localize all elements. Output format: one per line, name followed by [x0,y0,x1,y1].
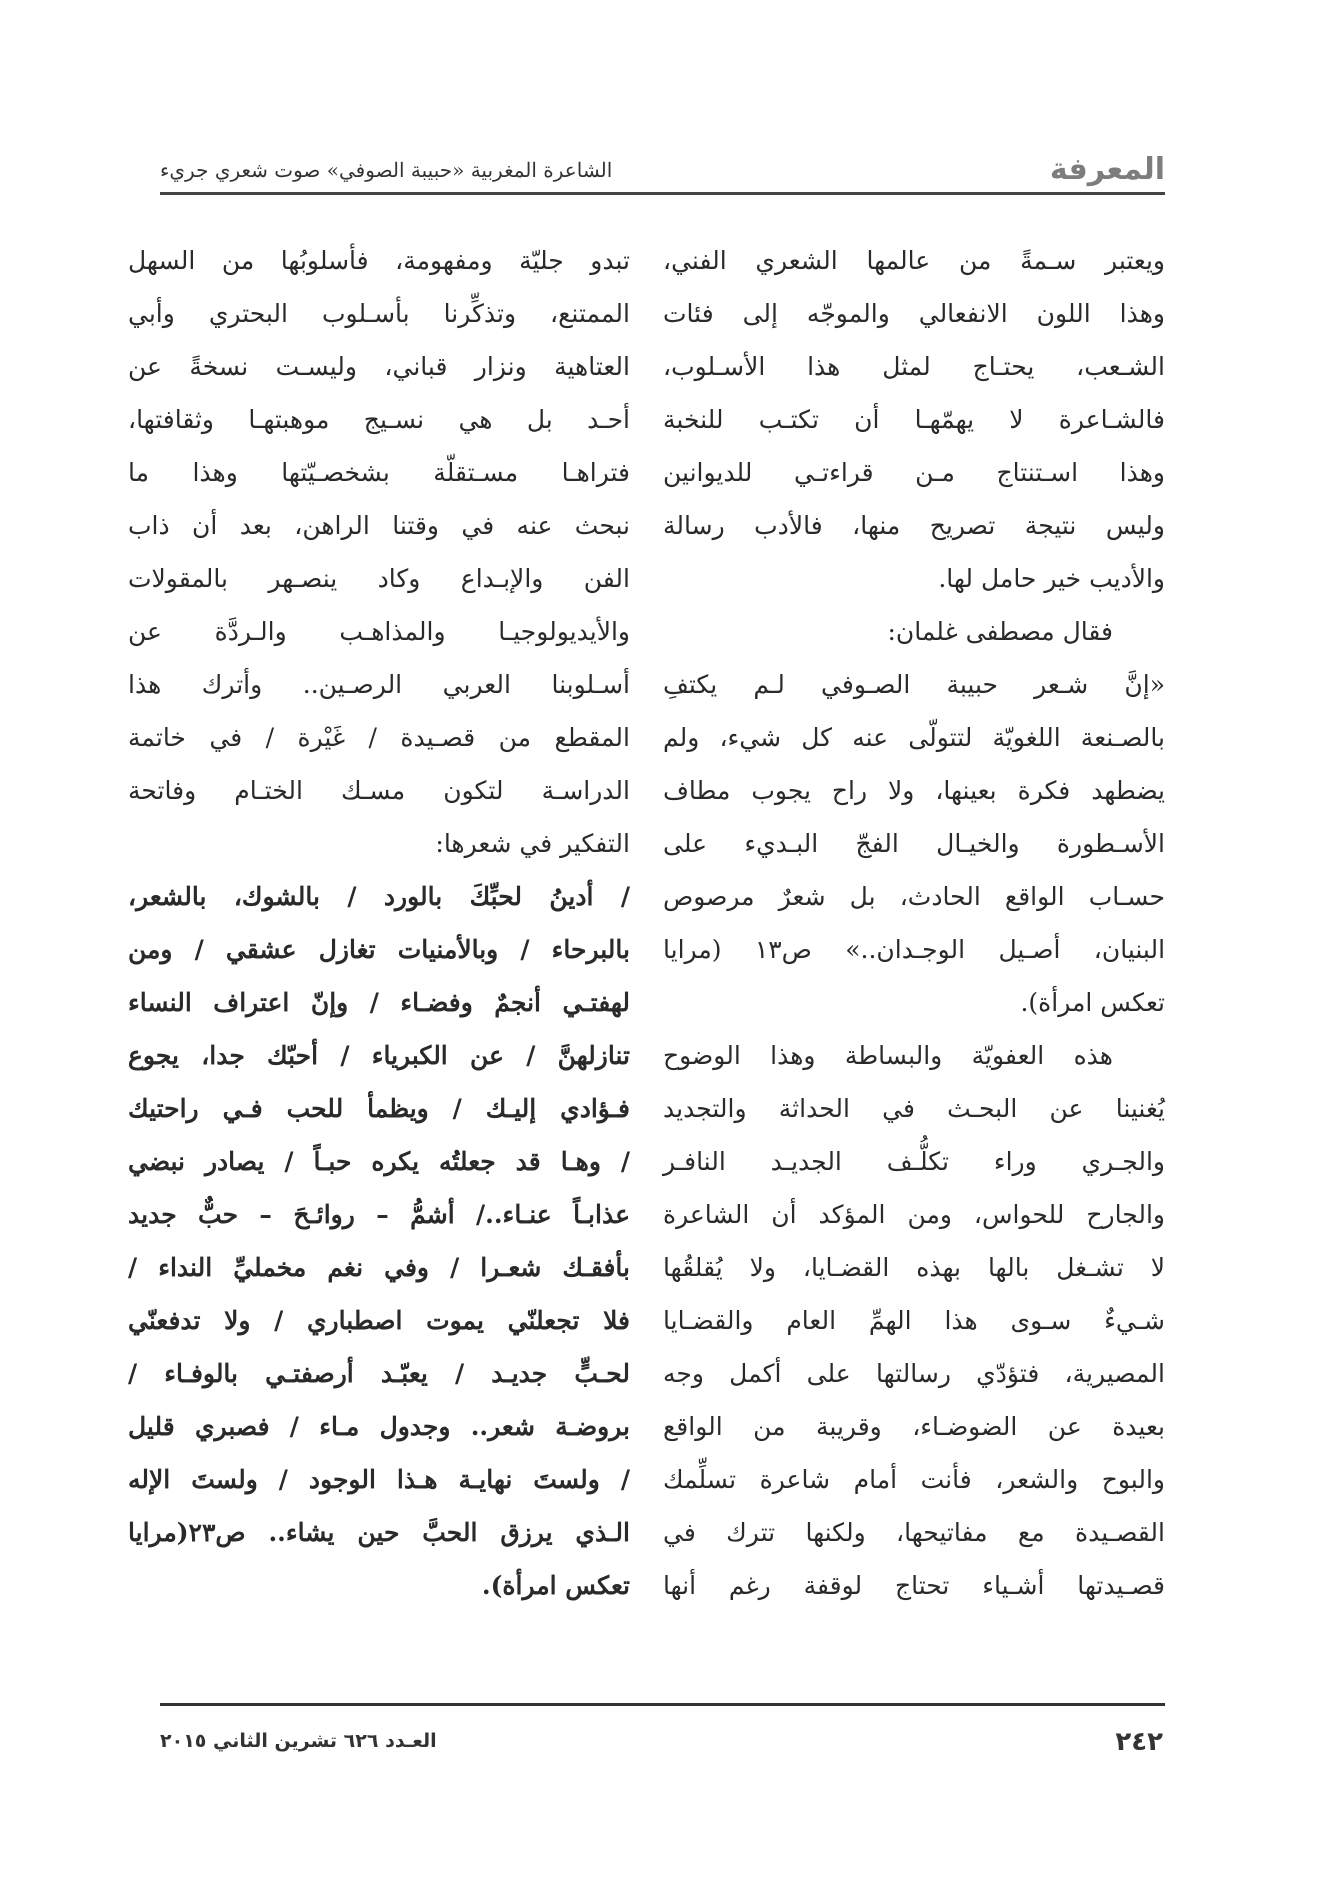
right-column [663,234,1165,1612]
magazine-logo: المعرفة [1049,152,1165,187]
text-line: تبدو جليّة ومفهومة، فأسلوبُها من السهل [128,246,630,275]
text-line: القصـيدة مع مفاتيحها، ولكنها تترك في [663,1518,1165,1547]
text-line: وليس نتيجة تصريح منها، فالأدب رسالة [663,511,1165,540]
quote-line: حسـاب الواقع الحادث، بل شعرٌ مرصوص [663,882,1165,911]
page-number: ٢٤٢ [1115,1727,1163,1757]
header-divider [160,192,1165,195]
text-line: المصيرية، فتؤدّي رسالتها على أكمل وجه [663,1359,1165,1388]
poem-line: لحـبٍّ جديـد / يعبّـد أرصفتـي بالوفـاء / [128,1359,630,1388]
text-line: لا تشـغل بالها بهذه القضـايا، ولا يُقلقُها [663,1253,1165,1282]
poem-line: تعكس امرأة). [481,1571,630,1600]
text-line: ويعتبر سـمةً من عالمها الشعري الفني، [663,246,1165,275]
text-line: المقطع من قصـيدة / غَيْرة / في خاتمة [128,723,630,752]
poem-line: / وهـا قد جعلتُه يكره حبـاً / يصادر نبضي [128,1147,630,1176]
quote-line: تعكس امرأة). [1020,988,1165,1017]
poem-line: لهفتـي أنجمٌ وفضـاء / وإنّ اعتراف النساء [128,988,630,1017]
running-title: الشاعرة المغربية «حبيبة الصوفي» صوت شعري جريء [160,158,613,182]
text-line: التفكير في شعرها: [435,829,630,858]
text-line: قصـيدتها أشـياء تحتاج لوقفة رغم أنها [663,1571,1165,1600]
text-line: وهذا اللون الانفعالي والموجّه إلى فئات [663,299,1165,328]
text-line: فالشـاعرة لا يهمّهـا أن تكتـب للنخبة [663,405,1165,434]
poem-line: / أدينُ لحبِّكَ بالورد / بالشوك، بالشعر، [128,882,630,911]
poem-line: عذابـاً عنـاء../ أشمُّ – روائـحَ – حبٌّ جديد [128,1200,630,1229]
text-line: الدراسـة لتكون مسـك الختـام وفاتحة [128,776,630,805]
poem-line: فلا تجعلنّي يموت اصطباري / ولا تدفعنّي [128,1306,630,1335]
text-line: بعيدة عن الضوضـاء، وقريبة من الواقع [663,1412,1165,1441]
text-line: فتراهـا مسـتقلّة بشخصـيّتها وهذا ما [128,458,630,487]
poem-line: تنازلهنَّ / عن الكبرياء / أحبّك جدا، يجوع [128,1041,630,1070]
text-line: هذه العفويّة والبساطة وهذا الوضوح [663,1041,1113,1070]
text-line: والبوح والشعر، فأنت أمام شاعرة تسلِّمك [663,1465,1165,1494]
text-line: أحـد بل هي نسـيج موهبتهـا وثقافتها، [128,405,630,434]
text-line: شـيءٌ سـوى هذا الهمِّ العام والقضـايا [663,1306,1165,1335]
left-column [128,234,630,1612]
poem-line: الـذي يرزق الحبَّ حين يشاء.. ص٢٣(مرايا [128,1518,630,1547]
poem-line: بالبرحاء / وبالأمنيات تغازل عشقي / ومن [128,935,630,964]
footer-divider [160,1703,1165,1706]
quote-line: «إنَّ شـعر حبيبة الصـوفي لـم يكتفِ [663,670,1165,699]
issue-info: العـدد ٦٢٦ تشرين الثاني ٢٠١٥ [160,1730,437,1752]
text-line: يُغنينا عن البحـث في الحداثة والتجديد [663,1094,1165,1123]
text-line: أسـلوبنا العربي الرصـين.. وأترك هذا [128,670,630,699]
text-line: والجارح للحواس، ومن المؤكد أن الشاعرة [663,1200,1165,1229]
text-line: العتاهية ونزار قباني، وليسـت نسخةً عن [128,352,630,381]
text-line: والجـري وراء تكلُّـف الجديـد النافـر [663,1147,1165,1176]
quote-line: بالصـنعة اللغويّة لتتولّى عنه كل شيء، ولم [663,723,1165,752]
text-line: والأديب خير حامل لها. [938,564,1165,593]
poem-line: بروضـة شعر.. وجدول مـاء / فصبري قليل [128,1412,630,1441]
text-line: الفن والإبـداع وكاد ينصـهر بالمقولات [128,564,630,593]
poem-line: / ولستَ نهايـة هـذا الوجود / ولستَ الإله [128,1465,630,1494]
text-line: نبحث عنه في وقتنا الراهن، بعد أن ذاب [128,511,630,540]
text-line: وهذا اسـتنتاج مـن قراءتـي للديوانين [663,458,1165,487]
text-line: الشـعب، يحتـاج لمثل هذا الأسـلوب، [663,352,1165,381]
text-line: الممتنع، وتذكِّرنا بأسـلوب البحتري وأبي [128,299,630,328]
quote-line: البنيان، أصـيل الوجـدان..» ص١٣ (مرايا [663,935,1166,964]
text-line: والأيديولوجيـا والمذاهـب والـردَّة عن [128,617,630,646]
quote-intro: فقال مصطفى غلمان: [887,617,1113,646]
poem-line: بأفقـك شعـرا / وفي نغم مخمليِّ النداء / [128,1253,630,1282]
quote-line: يضطهد فكرة بعينها، ولا راح يجوب مطاف [663,776,1165,805]
poem-line: فـؤادي إليـك / ويظمأ للحب فـي راحتيك [128,1094,630,1123]
page-header [160,152,1165,188]
quote-line: الأسـطورة والخيـال الفجّ البـديء على [663,829,1165,858]
